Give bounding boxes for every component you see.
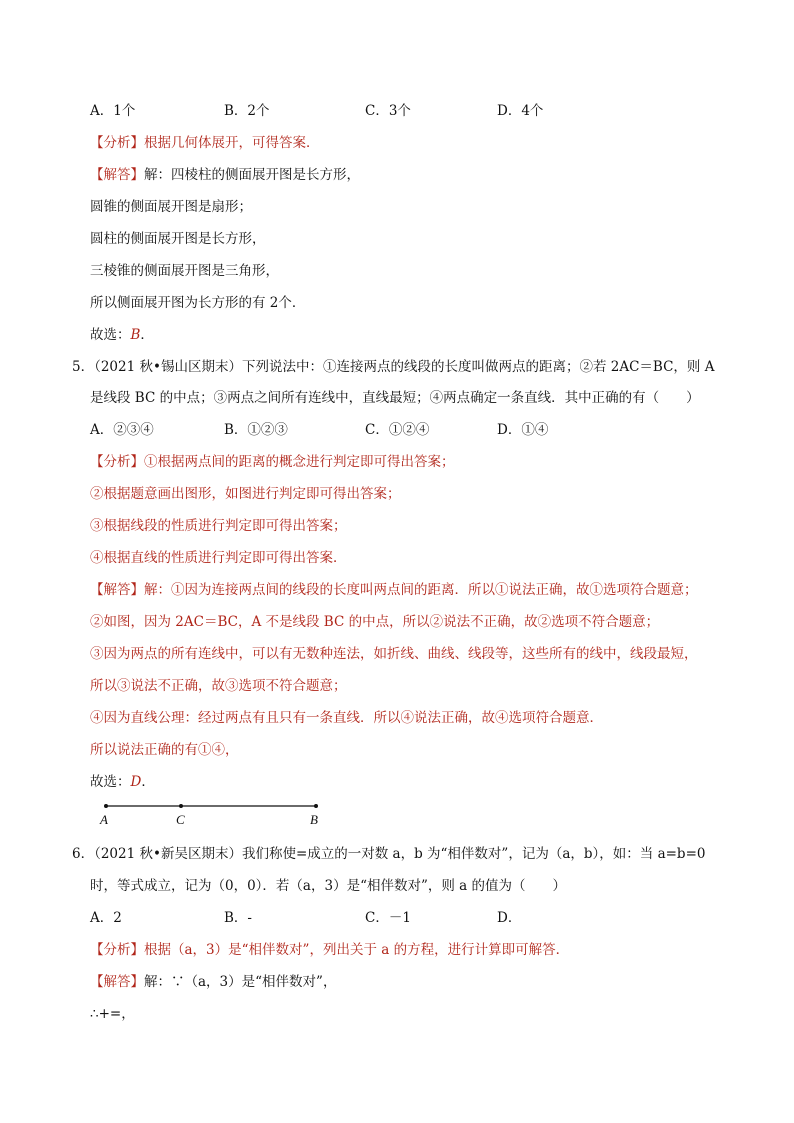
q6-stem-line-1: 6．（2021 秋•新吴区期末）我们称使=成立的一对数 a，b 为“相伴数对”，记为（a，b），如：当 a=b=0 [72,846,706,862]
q6-option-a: A．2 [90,910,122,926]
q4-analysis-tag: 【分析】 [90,135,144,151]
q6-analysis [90,940,569,960]
q4-analysis-text: 根据几何体展开，可得答案． [144,135,320,151]
q5-choice: D [130,774,142,790]
q5-answer-line-4: 所以③说法不正确，故③选项不符合题意； [90,678,347,694]
q6-analysis-text: 根据（a，3）是“相伴数对”，列出关于 a 的方程，进行计算即可解答． [144,942,570,958]
q5-option-a: A．②③④ [90,422,154,438]
q6-last-line: ∴+=， [90,1006,135,1022]
q5-option-b: B．①②③ [224,422,288,438]
q6-option-b: B．- [224,910,252,926]
q4-answer-line-1 [90,165,360,185]
q4-answer-line-4: 三棱锥的侧面展开图是三角形， [90,263,279,279]
label-a: A [100,812,108,827]
q4-analysis [90,133,320,153]
q4-choice-line [90,325,154,345]
q4-choice-prefix: 故选： [90,327,131,343]
label-b: B [310,812,318,827]
q4-option-a: A．1个 [90,103,136,119]
q5-analysis-text-1: ①根据两点间的距离的概念进行判定即可得出答案； [144,454,455,470]
q5-answer-line-1 [90,580,698,600]
q5-answer-text-1: 解：①因为连接两点间的线段的长度叫两点间的距离．所以①说法正确，故①选项符合题意； [144,582,698,598]
point-c-dot [179,804,183,808]
point-a-dot [104,804,108,808]
q6-answer-tag: 【解答】 [90,974,144,990]
q5-answer-line-5: ④因为直线公理：经过两点有且只有一条直线．所以④说法正确，故④选项符合题意． [90,710,603,726]
q5-option-d: D．①④ [497,422,549,438]
q6-stem-line-2: 时，等式成立，记为（0，0）．若（a，3）是“相伴数对”，则 a 的值为（ ） [90,878,566,894]
q4-choice: B [130,327,141,343]
q5-stem-line-2: 是线段 BC 的中点；③两点之间所有连线中，直线最短；④两点确定一条直线．其中正确的有（ ） [90,390,700,406]
q4-option-d: D．4个 [497,103,544,119]
q5-analysis-line-3: ③根据线段的性质进行判定即可得出答案； [90,518,347,534]
q5-choice-end: ． [141,774,155,790]
q6-answer-line-1 [90,972,336,992]
q4-option-b: B．2个 [224,103,270,119]
q5-choice-prefix: 故选： [90,774,131,790]
label-c: C [176,812,185,827]
q5-analysis-line-1 [90,452,455,472]
q4-answer-text-1: 解：四棱柱的侧面展开图是长方形， [144,167,360,183]
q6-analysis-tag: 【分析】 [90,942,144,958]
q4-option-c: C．3个 [365,103,411,119]
q4-answer-tag: 【解答】 [90,167,144,183]
q4-answer-line-5: 所以侧面展开图为长方形的有 2个． [90,295,306,311]
q4-answer-line-2: 圆锥的侧面展开图是扇形； [90,199,252,215]
q5-stem-line-1: 5．（2021 秋•锡山区期末）下列说法中：①连接两点的线段的长度叫做两点的距离；②若 2AC＝BC，则 A [72,359,715,375]
q4-choice-end: ． [140,327,154,343]
q5-answer-line-2: ②如图，因为 2AC＝BC，A 不是线段 BC 的中点，所以②说法不正确，故②选项不符合题意； [90,614,660,630]
q6-answer-text: 解：∵（a，3）是“相伴数对”， [144,974,337,990]
q5-option-c: C．①②④ [365,422,430,438]
q5-analysis-tag: 【分析】 [90,454,144,470]
segment-figure [96,796,336,830]
q5-answer-tag: 【解答】 [90,582,144,598]
q4-answer-line-3: 圆柱的侧面展开图是长方形， [90,231,266,247]
point-b-dot [314,804,318,808]
q5-choice-line [90,772,155,792]
q5-analysis-line-2: ②根据题意画出图形，如图进行判定即可得出答案； [90,486,401,502]
q5-answer-line-3: ③因为两点的所有连线中，可以有无数种连法，如折线、曲线、线段等，这些所有的线中，线段最短， [90,646,698,662]
q6-option-c: C．－1 [365,910,411,926]
q5-analysis-line-4: ④根据直线的性质进行判定即可得出答案． [90,550,347,566]
q6-option-d: D． [497,910,522,926]
q5-answer-line-6: 所以说法正确的有①④， [90,742,239,758]
